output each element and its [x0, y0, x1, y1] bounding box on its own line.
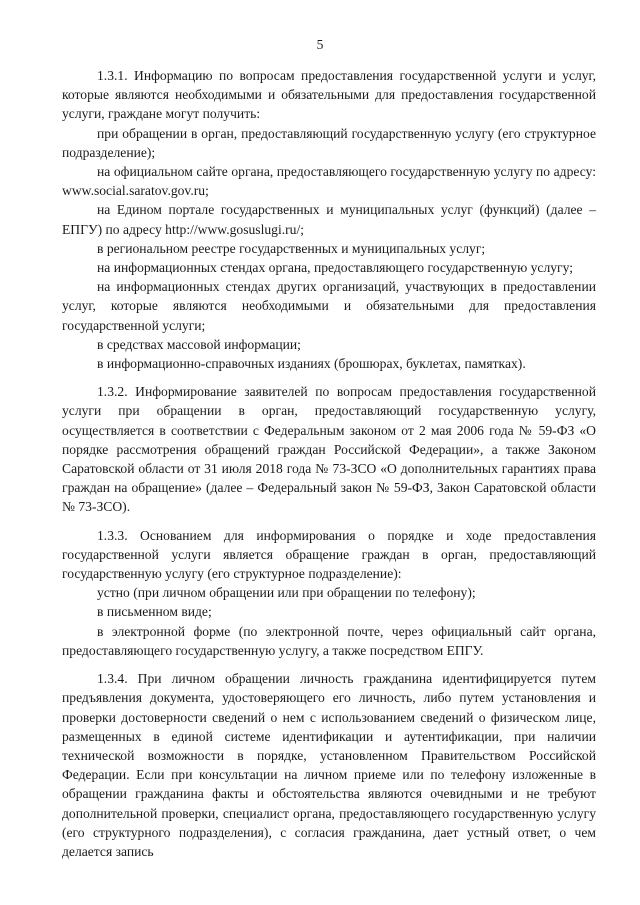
list-item-written: в письменном виде;	[97, 604, 212, 620]
paragraph-1-3-1: 1.3.1. Информацию по вопросам предоставления государственной услуги и услуг, которые являются необходимыми и обязательными для предоставления государственной услуги, граждане могут получить:	[62, 68, 596, 122]
list-item-official-site: на официальном сайте органа, предоставляющего государственную услугу по адресу: www.social.saratov.gov.ru;	[62, 164, 596, 199]
paragraph-1-3-2: 1.3.2. Информирование заявителей по вопросам предоставления государственной услуги при обращении в орган, предоставляющий государственную услугу, осуществляется в соответствии с Федеральным законом от 2 мая 2006 года № 59-ФЗ «О порядке рассмотрения обращений граждан Российской Федерации», а также Законом Саратовской области от 31 июля 2018 года № 73-ЗСО «О дополнительных гарантиях права граждан на обращение» (далее – Федеральный закон № 59-ФЗ, Закон Саратовской области № 73-ЗСО).	[62, 384, 596, 515]
list-item-regional-registry: в региональном реестре государственных и муниципальных услуг;	[97, 240, 486, 256]
page-number: 5	[316, 37, 324, 52]
list-item-publications: в информационно-справочных изданиях (брошюрах, буклетах, памятках).	[97, 356, 526, 372]
list-item-media: в средствах массовой информации;	[97, 336, 301, 352]
list-item-organ: при обращении в орган, предоставляющий государственную услугу (его структурное подразделение);	[62, 125, 596, 160]
list-item-oral: устно (при личном обращении или при обращении по телефону);	[97, 585, 476, 601]
paragraph-1-3-3: 1.3.3. Основанием для информирования о порядке и ходе предоставления государственной услуги является обращение граждан в орган, предоставляющий государственную услугу (его структурное подразделение):	[62, 527, 596, 582]
list-item-other-stands: на информационных стендах других организаций, участвующих в предоставлении услуг, которые являются необходимыми и обязательными для предоставления государственной услуги;	[62, 279, 596, 333]
list-item-electronic: в электронной форме (по электронной почте, через официальный сайт органа, предоставляющего государственную услугу, а также посредством ЕПГУ.	[62, 623, 596, 658]
paragraph-1-3-4: 1.3.4. При личном обращении личность гражданина идентифицируется путем предъявления документа, удостоверяющего его личность, либо путем установления и проверки достоверности сведений о нем с использованием сведений о физическом лице, размещенных в единой системе идентификации и аутентификации, при наличии технической возможности в порядке, установленном Правительством Российской Федерации. Если при консультации на личном приеме или по телефону изложенные в обращении гражданина факты и обстоятельства являются очевидными и не требуют дополнительной проверки, специалист органа, предоставляющего государственную услугу (его структурного подразделения), с согласия гражданина, дает устный ответ, о чем делается запись	[62, 671, 596, 859]
document-body	[62, 66, 596, 861]
list-item-organ-stands: на информационных стендах органа, предоставляющего государственную услугу;	[97, 260, 574, 276]
list-item-epgu: на Едином портале государственных и муниципальных услуг (функций) (далее – ЕПГУ) по адресу http://www.gosuslugi.ru/;	[62, 202, 596, 237]
